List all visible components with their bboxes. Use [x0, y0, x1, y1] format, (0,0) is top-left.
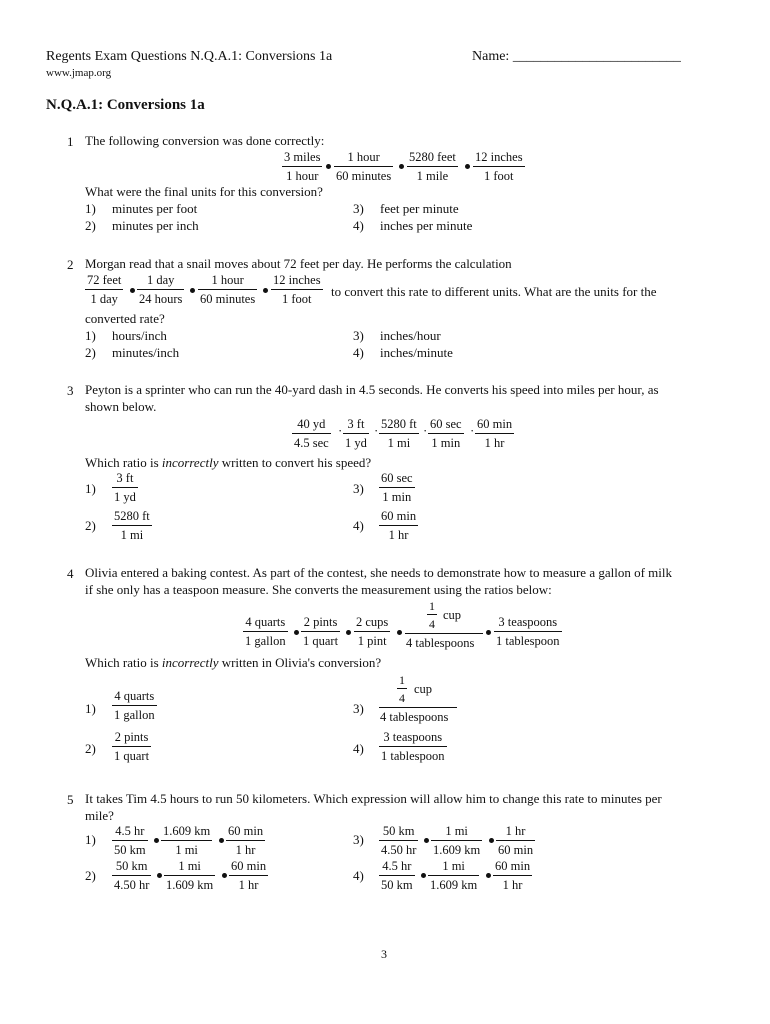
choice-number: 3): [353, 701, 364, 716]
conversion-fraction: $\frac{5280 ft}{1 mi}$: [381, 417, 417, 450]
choice-fraction: $\frac{50 km}{4.50 hr}$: [381, 824, 417, 857]
choice-text: feet per minute: [380, 201, 459, 216]
choice-number: 4): [353, 741, 364, 756]
question-number: 4: [67, 566, 74, 581]
header-title: Regents Exam Questions N.Q.A.1: Conversions 1a: [46, 49, 333, 64]
conversion-fraction: 12 inches 1 foot: [273, 273, 321, 306]
question-prompt: shown below.: [85, 399, 157, 414]
conversion-fraction: 1 day 24 hours: [139, 273, 183, 306]
choice-number: 1): [85, 328, 96, 343]
question-number: 3: [67, 383, 74, 398]
choice-number: 2): [85, 868, 96, 883]
choice-text: inches/minute: [380, 345, 453, 360]
conversion-fraction: 72 feet 1 day: [87, 273, 122, 306]
choice-number: 4): [353, 518, 364, 533]
question-prompt: The following conversion was done correctly:: [85, 133, 325, 148]
multiply-dot: [326, 164, 331, 169]
multiply-dot: [424, 838, 429, 843]
multiply-dot: [421, 873, 426, 878]
conversion-fraction: 2 cups 1 pint: [356, 615, 389, 648]
complex-fraction: [379, 674, 459, 726]
question-number: 1: [67, 134, 74, 149]
section-title: N.Q.A.1: Conversions 1a: [46, 97, 205, 113]
choice-text: minutes per foot: [112, 201, 198, 216]
question-text: Which ratio is incorrectly written to convert his speed?: [85, 455, 372, 470]
choice-fraction: 60 min 1 hr: [231, 859, 267, 892]
multiply-dot: [399, 164, 404, 169]
complex-fraction: [405, 600, 483, 652]
conversion-fraction: 12 inches 1 foot: [475, 150, 523, 183]
question-prompt: Morgan read that a snail moves about 72 feet per day. He performs the calculation: [85, 256, 512, 271]
name-field-label: Name: ________________________: [472, 49, 681, 64]
multiply-dot: [222, 873, 227, 878]
question-prompt-continued: converted rate?: [85, 311, 165, 326]
multiply-dot: ·: [338, 423, 343, 438]
choice-fraction: 60 min 1 hr: [228, 824, 264, 857]
choice-number: 3): [353, 201, 364, 216]
quarter-fraction: $\frac{1}{4}$: [429, 599, 435, 631]
conversion-fraction: 2 pints 1 quart: [303, 615, 339, 648]
choice-fraction: $\frac{5280 ft}{1 mi}$: [114, 509, 150, 542]
question-prompt: Peyton is a sprinter who can run the 40-yard dash in 4.5 seconds. He converts his speed into miles per hour, as: [85, 382, 659, 397]
multiply-dot: [154, 838, 159, 843]
conversion-fraction: 60 sec 1 min: [430, 417, 462, 450]
multiply-dot: [157, 873, 162, 878]
multiply-dot: [465, 164, 470, 169]
choice-number: 3): [353, 328, 364, 343]
question-number: 5: [67, 792, 74, 807]
choice-number: 1): [85, 701, 96, 716]
cup-unit: cup: [443, 608, 462, 622]
conversion-fraction: 60 min 1 hr: [477, 417, 513, 450]
conversion-fraction: $\frac{3 ft}{1 yd}$: [345, 417, 367, 450]
choice-number: 4): [353, 345, 364, 360]
quarter-fraction: $\frac{1}{4}$: [399, 673, 405, 705]
conversion-fraction: 1 hour 60 minutes: [200, 273, 256, 306]
conversion-fraction: 5280 feet 1 mile: [409, 150, 456, 183]
conversion-fraction: 3 teaspoons 1 tablespoon: [496, 615, 560, 648]
multiply-dot: [130, 288, 135, 293]
conversion-fraction: 40 yd 4.5 sec: [294, 417, 329, 450]
multiply-dot: [489, 838, 494, 843]
multiply-dot: [486, 630, 491, 635]
fraction-denominator: 4 tablespoons: [406, 636, 475, 650]
choice-number: 1): [85, 832, 96, 847]
choice-number: 2): [85, 518, 96, 533]
question-prompt: It takes Tim 4.5 hours to run 50 kilometers. Which expression will allow him to change this rate to minutes per: [85, 791, 662, 806]
multiply-dot: ·: [374, 423, 379, 438]
choice-fraction: $\frac{1.609 km}{1 mi}$: [163, 824, 211, 857]
choice-fraction: 60 min 1 hr: [381, 509, 417, 542]
multiply-dot: [190, 288, 195, 293]
choice-number: 2): [85, 345, 96, 360]
question-prompt: mile?: [85, 808, 114, 823]
fraction-denominator: 4 tablespoons: [380, 710, 449, 724]
choice-fraction: $\frac{4.5 hr}{50 km}$: [114, 824, 146, 857]
choice-fraction: $\frac{3 ft}{1 yd}$: [114, 471, 136, 504]
choice-fraction: $\frac{4.5 hr}{50 km}$: [381, 859, 413, 892]
fraction-bar: [405, 633, 483, 634]
choice-fraction: 60 sec 1 min: [381, 471, 413, 504]
choice-fraction: $\frac{50 km}{4.50 hr}$: [114, 859, 150, 892]
conversion-fraction: 4 quarts 1 gallon: [245, 615, 286, 648]
website-text: www.jmap.org: [46, 67, 112, 79]
choice-fraction: $\frac{1 mi}{1.609 km}$: [433, 824, 481, 857]
multiply-dot: ·: [470, 423, 475, 438]
choice-text: minutes/inch: [112, 345, 180, 360]
choice-number: 4): [353, 868, 364, 883]
choice-number: 3): [353, 832, 364, 847]
choice-number: 3): [353, 481, 364, 496]
cup-unit: cup: [414, 682, 433, 696]
choice-text: inches per minute: [380, 218, 473, 233]
choice-fraction: 60 min 1 hr: [495, 859, 531, 892]
multiply-dot: ·: [423, 423, 428, 438]
choice-number: 1): [85, 481, 96, 496]
conversion-fraction: 1 hour 60 minutes: [336, 150, 392, 183]
question-prompt: if she only has a teaspoon measure. She converts the measurement using the ratios below:: [85, 582, 552, 597]
choice-number: 4): [353, 218, 364, 233]
choice-number: 1): [85, 201, 96, 216]
multiply-dot: [294, 630, 299, 635]
multiply-dot: [397, 630, 402, 635]
page-number: 3: [381, 947, 387, 961]
question-number: 2: [67, 257, 74, 272]
multiply-dot: [346, 630, 351, 635]
multiply-dot: [263, 288, 268, 293]
choice-text: inches/hour: [380, 328, 441, 343]
multiply-dot: [486, 873, 491, 878]
fraction-bar: [379, 707, 457, 708]
choice-fraction: 4 quarts 1 gallon: [114, 689, 155, 722]
choice-fraction: 1 hr 60 min: [498, 824, 534, 857]
choice-number: 2): [85, 741, 96, 756]
choice-number: 2): [85, 218, 96, 233]
choice-fraction: 2 pints 1 quart: [114, 730, 150, 763]
question-prompt-continued: to convert this rate to different units. What are the units for the: [331, 284, 657, 299]
question-text: What were the final units for this conversion?: [85, 184, 323, 199]
choice-text: minutes per inch: [112, 218, 199, 233]
choice-fraction: $\frac{1 mi}{1.609 km}$: [430, 859, 478, 892]
conversion-fraction: 3 miles 1 hour: [284, 150, 321, 183]
question-text: Which ratio is incorrectly written in Olivia's conversion?: [85, 655, 382, 670]
choice-fraction: $\frac{1 mi}{1.609 km}$: [166, 859, 214, 892]
question-prompt: Olivia entered a baking contest. As part of the contest, she needs to demonstrate how to measure a gallon of milk: [85, 565, 673, 580]
multiply-dot: [219, 838, 224, 843]
choice-text: hours/inch: [112, 328, 167, 343]
choice-fraction: 3 teaspoons 1 tablespoon: [381, 730, 445, 763]
